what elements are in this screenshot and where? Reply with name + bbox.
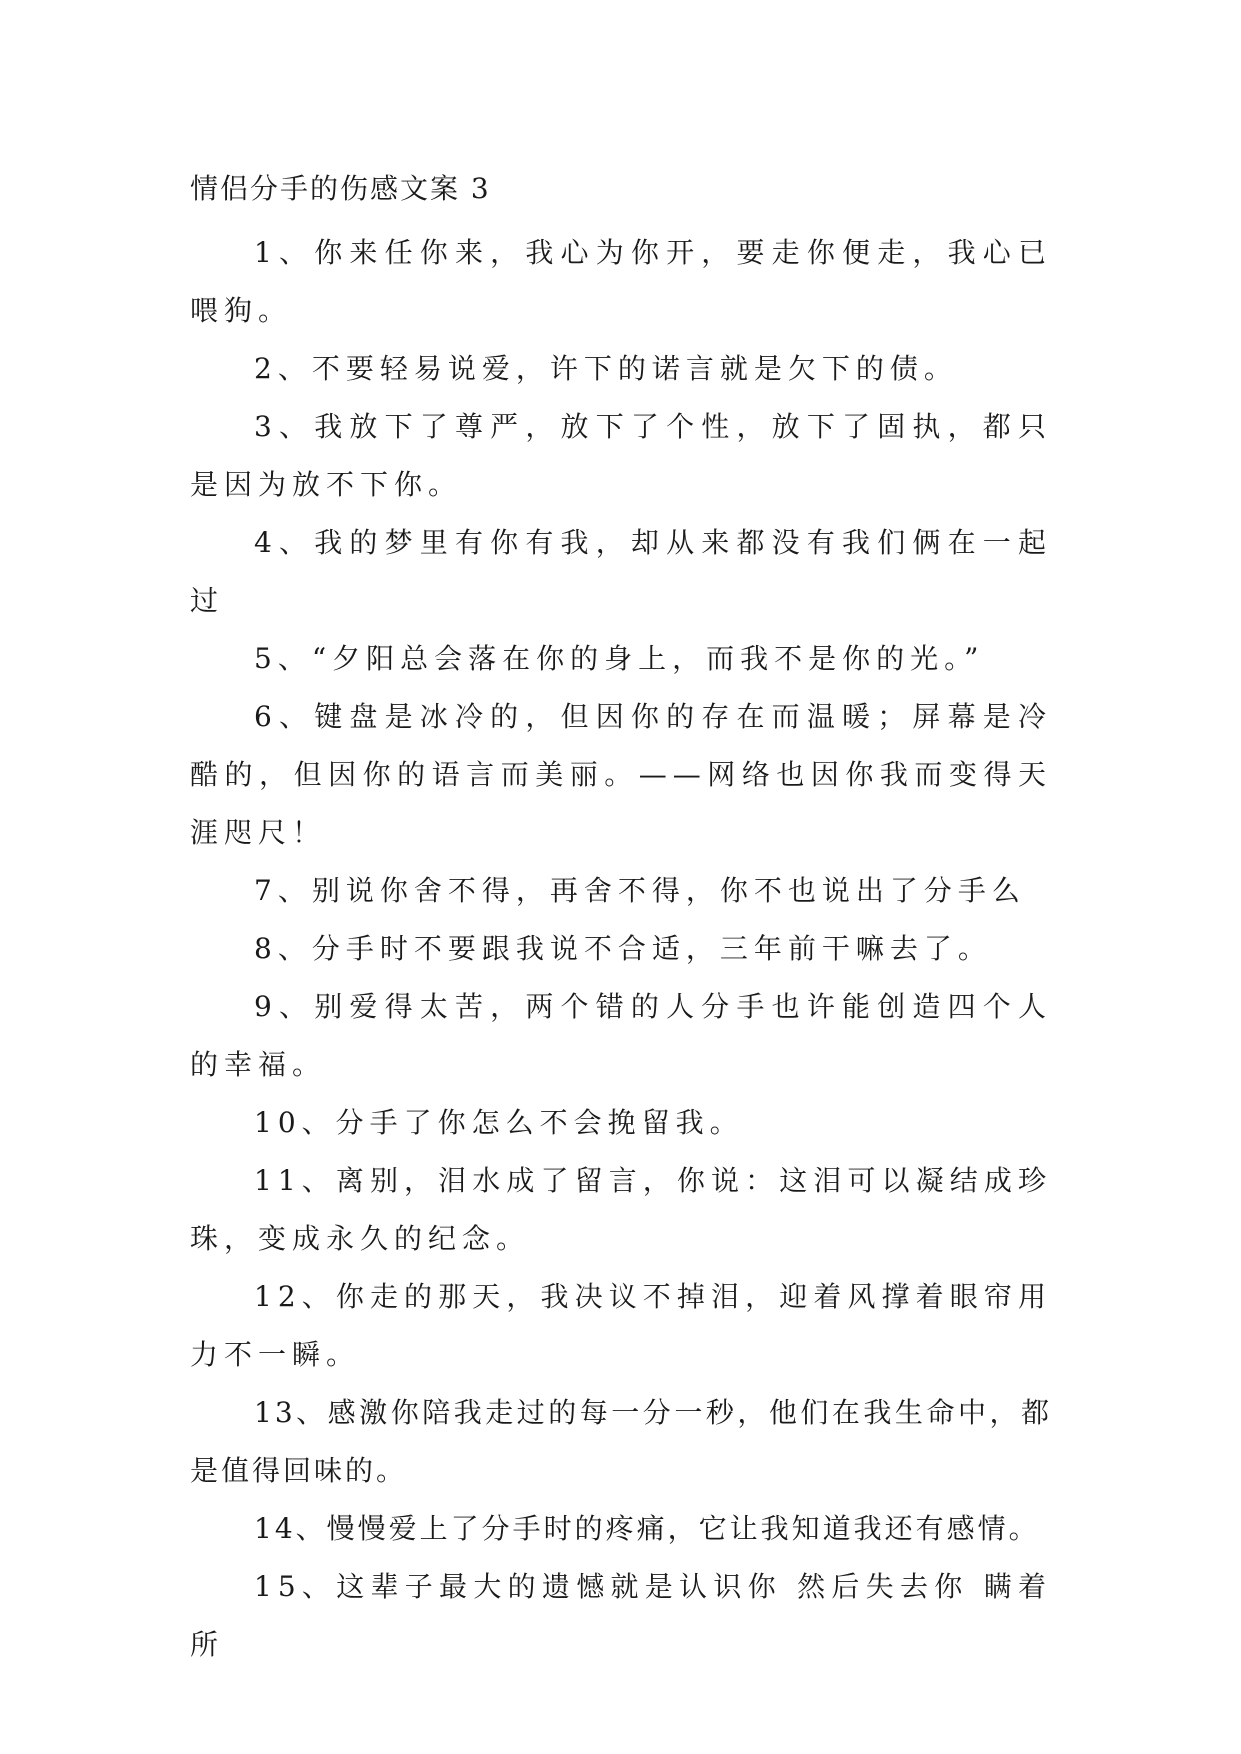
list-item: 10、分手了你怎么不会挽留我。 [254, 1106, 744, 1139]
list-item: 13、感激你陪我走过的每一分一秒，他们在我生命中，都是值得回味的。 [190, 1396, 1052, 1487]
list-item: 5、“夕阳总会落在你的身上，而我不是你的光。” [254, 642, 985, 675]
list-item: 1、你来任你来，我心为你开，要走你便走，我心已喂狗。 [190, 236, 1052, 327]
list-item: 6、键盘是冰冷的，但因你的存在而温暖；屏幕是冷酷的，但因你的语言而美丽。——网络也因你我而变得天涯咫尺！ [190, 700, 1052, 849]
list-item: 12、你走的那天，我决议不掉泪，迎着风撑着眼帘用力不一瞬。 [190, 1280, 1052, 1371]
list-item: 9、别爱得太苦，两个错的人分手也许能创造四个人的幸福。 [190, 990, 1052, 1081]
list-item: 14、慢慢爱上了分手时的疼痛，它让我知道我还有感情。 [254, 1512, 1040, 1545]
list-item: 8、分手时不要跟我说不合适，三年前干嘛去了。 [254, 932, 992, 965]
list-item: 11、离别，泪水成了留言，你说：这泪可以凝结成珍珠，变成永久的纪念。 [190, 1164, 1052, 1255]
list-item: 2、不要轻易说爱，许下的诺言就是欠下的债。 [254, 352, 958, 385]
list-item: 15、这辈子最大的遗憾就是认识你 然后失去你 瞒着所 [190, 1570, 1052, 1661]
document-body [190, 166, 1052, 1674]
document-title: 情侣分手的伤感文案 3 [190, 172, 491, 205]
list-item: 3、我放下了尊严，放下了个性，放下了固执，都只是因为放不下你。 [190, 410, 1052, 501]
list-item: 4、我的梦里有你有我，却从来都没有我们俩在一起过 [190, 526, 1052, 617]
list-item: 7、别说你舍不得，再舍不得，你不也说出了分手么 [254, 874, 1026, 907]
